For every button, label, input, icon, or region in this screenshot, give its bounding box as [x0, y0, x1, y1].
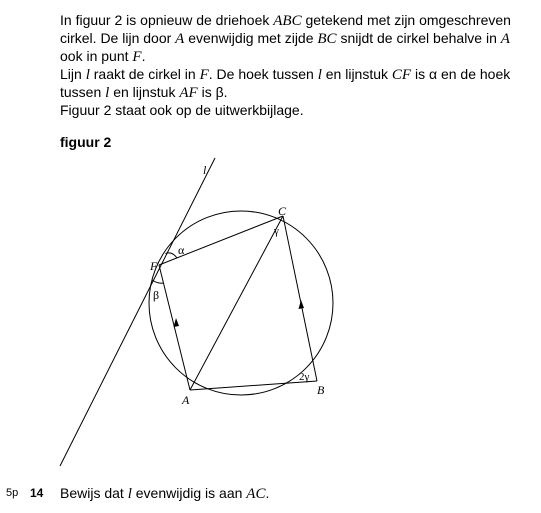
circumcircle — [149, 211, 333, 395]
intro-line-2: cirkel. De lijn door A evenwijdig met zijde BC snijdt de cirkel behalve in A — [60, 30, 510, 47]
math-af: AF — [179, 85, 198, 101]
math-abc: ABC — [273, 13, 302, 29]
intro-line-5: tussen l en lijnstuk AF is β. — [60, 84, 228, 101]
segment-bc — [283, 216, 317, 381]
math-f: F — [199, 67, 209, 83]
label-f: F — [150, 259, 158, 273]
parallel-arrow-bc — [299, 300, 305, 309]
figure-title: figuur 2 — [60, 134, 112, 150]
segment-fa — [159, 265, 190, 390]
math-a: A — [175, 31, 185, 47]
math-ac: AC — [246, 486, 266, 502]
math-cf: CF — [391, 67, 412, 83]
math-l: l — [105, 85, 110, 101]
math-l: l — [317, 67, 322, 83]
math-bc: BC — [317, 31, 337, 47]
question-text: Bewijs dat l evenwijdig is aan AC. — [60, 485, 270, 502]
segment-cf — [159, 216, 283, 265]
label-beta: β — [153, 288, 160, 302]
segment-ac — [190, 216, 283, 390]
intro-line-3: ook in punt F. — [60, 48, 146, 65]
tangent-line-l — [60, 158, 215, 466]
math-l: l — [85, 67, 90, 83]
label-alpha: α — [178, 243, 185, 257]
label-b: B — [317, 383, 325, 397]
question-14 — [0, 485, 541, 505]
math-a: A — [500, 31, 510, 47]
label-l: l — [203, 163, 207, 177]
math-f: F — [132, 49, 142, 65]
parallel-arrow-fa — [174, 318, 180, 327]
label-a: A — [182, 393, 190, 407]
question-points: 5p — [6, 487, 19, 499]
label-two-gamma: 2γ — [299, 371, 310, 383]
math-l: l — [127, 486, 132, 502]
intro-line-6: Figuur 2 staat ook op de uitwerkbijlage. — [60, 102, 304, 118]
intro-line-1: In figuur 2 is opnieuw de driehoek ABC getekend met zijn omgeschreven — [60, 12, 511, 29]
label-c: C — [278, 204, 287, 218]
intro-line-4: Lijn l raakt de cirkel in F. De hoek tussen l en lijnstuk CF is α en de hoek — [60, 66, 511, 83]
label-gamma: γ — [274, 225, 279, 237]
segment-ab — [190, 381, 317, 390]
question-number: 14 — [30, 486, 44, 500]
